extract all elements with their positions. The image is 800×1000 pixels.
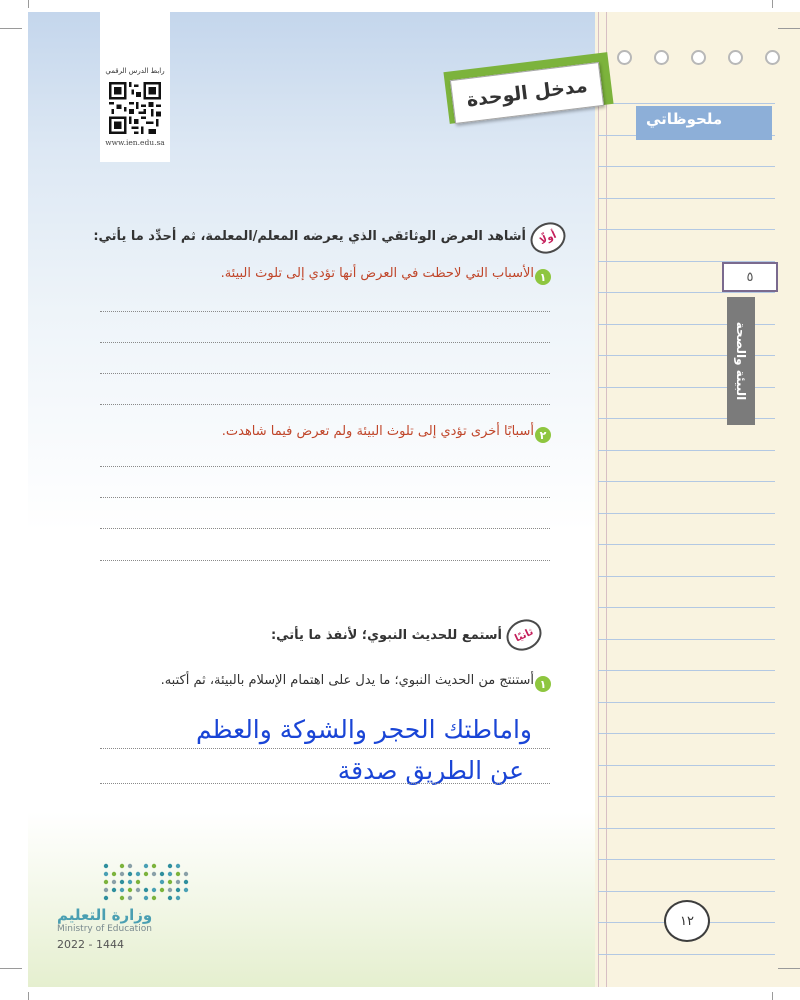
ruled-line xyxy=(598,513,775,514)
crop-mark xyxy=(0,968,22,969)
crop-mark xyxy=(778,968,800,969)
ruled-line xyxy=(598,103,775,104)
edition-year: 2022 - 1444 xyxy=(57,938,124,951)
question-one-text: الأسباب التي لاحظت في العرض أنها تؤدي إلى تلوث البيئة. xyxy=(220,266,534,281)
notes-tab xyxy=(636,106,772,140)
section-two-heading: أستمع للحديث النبوي؛ لأنفذ ما يأتي: xyxy=(270,628,502,643)
ruled-line xyxy=(598,702,775,703)
qr-url[interactable]: www.ien.edu.sa xyxy=(105,138,165,147)
question-two-text: أسبابًا أخرى تؤدي إلى تلوث البيئة ولم تعرض فيما شاهدت. xyxy=(221,424,534,439)
answer-line[interactable] xyxy=(100,528,550,529)
ruled-line xyxy=(598,954,775,955)
ruled-line xyxy=(598,229,775,230)
ruled-line xyxy=(598,670,775,671)
ruled-line xyxy=(598,166,775,167)
answer-line[interactable] xyxy=(100,404,550,405)
answer-line[interactable] xyxy=(100,783,550,784)
handwritten-answer-line-1: واماطتك الحجر والشوكة والعظم xyxy=(195,715,532,744)
unit-name-ribbon xyxy=(727,297,755,425)
answer-line[interactable] xyxy=(100,560,550,561)
ruled-line xyxy=(598,891,775,892)
ruled-line xyxy=(598,796,775,797)
section-one-heading: أشاهد العرض الوثائقي الذي يعرضه المعلم/المعلمة، ثم أحدِّد ما يأتي: xyxy=(93,229,526,244)
crop-mark xyxy=(28,992,29,1000)
crop-mark xyxy=(778,28,800,29)
answer-line[interactable] xyxy=(100,497,550,498)
question-number: ١ xyxy=(535,676,551,692)
handwritten-answer-line-2: عن الطريق صدقة xyxy=(337,756,524,785)
question-three-text: أستنتج من الحديث النبوي؛ ما يدل على اهتمام الإسلام بالبيئة، ثم أكتبه. xyxy=(160,673,534,688)
margin-rule xyxy=(598,12,599,987)
ruled-line xyxy=(598,576,775,577)
ruled-line xyxy=(598,198,775,199)
ruled-line xyxy=(598,607,775,608)
notes-column-background xyxy=(595,12,800,987)
ruled-line xyxy=(598,481,775,482)
crop-mark xyxy=(772,0,773,8)
answer-line[interactable] xyxy=(100,373,550,374)
ruled-line xyxy=(598,639,775,640)
answer-line[interactable] xyxy=(100,466,550,467)
question-number: ٢ xyxy=(535,427,551,443)
ruled-line xyxy=(598,765,775,766)
answer-line[interactable] xyxy=(100,748,550,749)
crop-mark xyxy=(0,28,22,29)
banner-title: مدخل الوحدة xyxy=(465,74,589,112)
ministry-name-english: Ministry of Education xyxy=(57,924,152,934)
qr-code-icon[interactable] xyxy=(109,82,161,134)
binding-hole xyxy=(617,50,632,65)
binding-hole xyxy=(765,50,780,65)
section-badge-second: ثانيًا xyxy=(501,614,546,656)
ruled-line xyxy=(598,859,775,860)
qr-title: رابط الدرس الرقمي xyxy=(105,67,165,75)
unit-name: البيئة والصحة xyxy=(734,321,748,401)
unit-number-box: ٥ xyxy=(722,262,778,292)
ruled-line xyxy=(598,828,775,829)
crop-mark xyxy=(772,992,773,1000)
answer-line[interactable] xyxy=(100,311,550,312)
page-number: ١٢ xyxy=(664,900,710,942)
section-badge-first: أولًا xyxy=(525,217,570,259)
question-number: ١ xyxy=(535,269,551,285)
answer-line[interactable] xyxy=(100,342,550,343)
binding-hole xyxy=(691,50,706,65)
ruled-line xyxy=(598,733,775,734)
notes-tab-label: ملحوظاتي xyxy=(646,110,723,128)
binding-hole xyxy=(728,50,743,65)
ministry-logo-icon xyxy=(100,862,192,902)
binding-hole xyxy=(654,50,669,65)
ruled-line xyxy=(598,544,775,545)
ministry-name-arabic: وزارة التعليم xyxy=(57,906,153,924)
crop-mark xyxy=(28,0,29,8)
ruled-line xyxy=(598,292,775,293)
margin-rule xyxy=(606,12,607,987)
ruled-line xyxy=(598,450,775,451)
